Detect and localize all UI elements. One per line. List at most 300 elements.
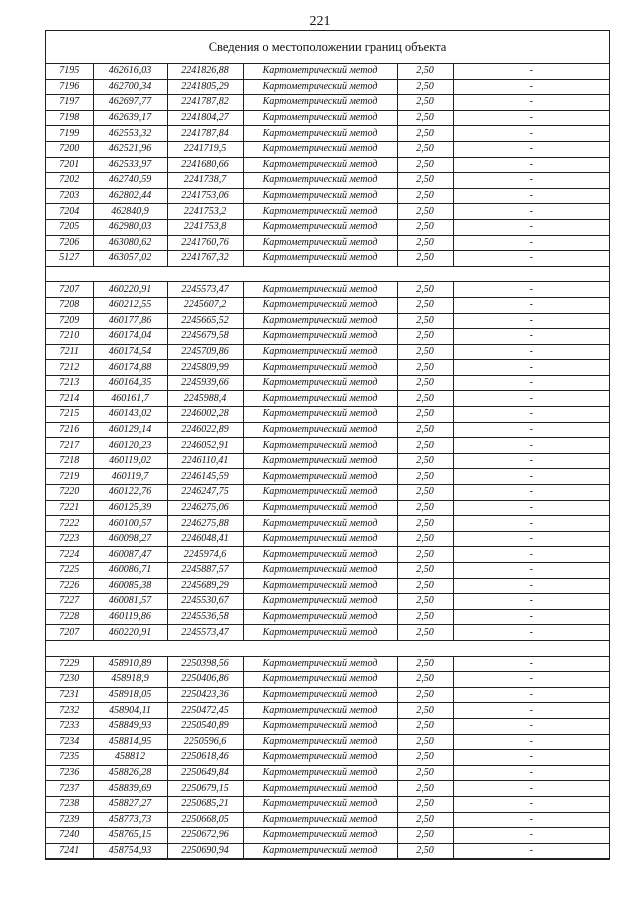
accuracy-cell: 2,50 bbox=[397, 578, 453, 594]
description-cell: - bbox=[453, 500, 609, 516]
description-cell: - bbox=[453, 531, 609, 547]
table-row bbox=[46, 282, 609, 298]
description-cell: - bbox=[453, 672, 609, 688]
point-number: 7227 bbox=[46, 594, 93, 610]
accuracy-cell: 2,50 bbox=[397, 469, 453, 485]
point-number: 7240 bbox=[46, 828, 93, 844]
description-cell: - bbox=[453, 563, 609, 579]
point-number: 7231 bbox=[46, 687, 93, 703]
x-coordinate: 460119,86 bbox=[93, 609, 167, 625]
method-cell: Картометрический метод bbox=[243, 828, 397, 844]
accuracy-cell: 2,50 bbox=[397, 765, 453, 781]
method-cell: Картометрический метод bbox=[243, 781, 397, 797]
table-row bbox=[46, 594, 609, 610]
method-cell: Картометрический метод bbox=[243, 734, 397, 750]
description-cell: - bbox=[453, 188, 609, 204]
table-row bbox=[46, 703, 609, 719]
description-cell: - bbox=[453, 297, 609, 313]
x-coordinate: 460087,47 bbox=[93, 547, 167, 563]
accuracy-cell: 2,50 bbox=[397, 796, 453, 812]
method-cell: Картометрический метод bbox=[243, 79, 397, 95]
y-coordinate: 2246110,41 bbox=[167, 453, 243, 469]
separator-cell bbox=[46, 640, 609, 656]
point-number: 7203 bbox=[46, 188, 93, 204]
x-coordinate: 460164,35 bbox=[93, 375, 167, 391]
x-coordinate: 458773,73 bbox=[93, 812, 167, 828]
description-cell: - bbox=[453, 391, 609, 407]
coordinates-table-body bbox=[46, 64, 609, 859]
method-cell: Картометрический метод bbox=[243, 329, 397, 345]
y-coordinate: 2241787,82 bbox=[167, 95, 243, 111]
accuracy-cell: 2,50 bbox=[397, 188, 453, 204]
description-cell: - bbox=[453, 95, 609, 111]
table-row bbox=[46, 141, 609, 157]
point-number: 7204 bbox=[46, 204, 93, 220]
x-coordinate: 462980,03 bbox=[93, 219, 167, 235]
accuracy-cell: 2,50 bbox=[397, 547, 453, 563]
x-coordinate: 460174,54 bbox=[93, 344, 167, 360]
x-coordinate: 460098,27 bbox=[93, 531, 167, 547]
method-cell: Картометрический метод bbox=[243, 672, 397, 688]
description-cell: - bbox=[453, 828, 609, 844]
method-cell: Картометрический метод bbox=[243, 251, 397, 267]
coordinates-table bbox=[46, 64, 609, 859]
description-cell: - bbox=[453, 703, 609, 719]
accuracy-cell: 2,50 bbox=[397, 687, 453, 703]
method-cell: Картометрический метод bbox=[243, 469, 397, 485]
description-cell: - bbox=[453, 796, 609, 812]
table-row bbox=[46, 718, 609, 734]
accuracy-cell: 2,50 bbox=[397, 656, 453, 672]
accuracy-cell: 2,50 bbox=[397, 485, 453, 501]
y-coordinate: 2246275,06 bbox=[167, 500, 243, 516]
point-number: 5127 bbox=[46, 251, 93, 267]
table-row bbox=[46, 563, 609, 579]
accuracy-cell: 2,50 bbox=[397, 563, 453, 579]
table-row bbox=[46, 531, 609, 547]
x-coordinate: 460119,02 bbox=[93, 453, 167, 469]
table-row bbox=[46, 64, 609, 79]
accuracy-cell: 2,50 bbox=[397, 781, 453, 797]
point-number: 7210 bbox=[46, 329, 93, 345]
y-coordinate: 2245573,47 bbox=[167, 282, 243, 298]
description-cell: - bbox=[453, 781, 609, 797]
accuracy-cell: 2,50 bbox=[397, 422, 453, 438]
point-number: 7201 bbox=[46, 157, 93, 173]
x-coordinate: 460174,88 bbox=[93, 360, 167, 376]
point-number: 7205 bbox=[46, 219, 93, 235]
accuracy-cell: 2,50 bbox=[397, 516, 453, 532]
point-number: 7230 bbox=[46, 672, 93, 688]
point-number: 7198 bbox=[46, 110, 93, 126]
y-coordinate: 2245689,29 bbox=[167, 578, 243, 594]
accuracy-cell: 2,50 bbox=[397, 375, 453, 391]
table-row bbox=[46, 126, 609, 142]
accuracy-cell: 2,50 bbox=[397, 297, 453, 313]
description-cell: - bbox=[453, 516, 609, 532]
table-row bbox=[46, 344, 609, 360]
y-coordinate: 2250540,89 bbox=[167, 718, 243, 734]
point-number: 7197 bbox=[46, 95, 93, 111]
point-number: 7241 bbox=[46, 843, 93, 859]
description-cell: - bbox=[453, 79, 609, 95]
accuracy-cell: 2,50 bbox=[397, 500, 453, 516]
accuracy-cell: 2,50 bbox=[397, 360, 453, 376]
table-row bbox=[46, 672, 609, 688]
x-coordinate: 460174,04 bbox=[93, 329, 167, 345]
point-number: 7196 bbox=[46, 79, 93, 95]
description-cell: - bbox=[453, 578, 609, 594]
method-cell: Картометрический метод bbox=[243, 843, 397, 859]
description-cell: - bbox=[453, 64, 609, 79]
y-coordinate: 2250672,96 bbox=[167, 828, 243, 844]
method-cell: Картометрический метод bbox=[243, 422, 397, 438]
description-cell: - bbox=[453, 843, 609, 859]
method-cell: Картометрический метод bbox=[243, 360, 397, 376]
point-number: 7208 bbox=[46, 297, 93, 313]
method-cell: Картометрический метод bbox=[243, 141, 397, 157]
method-cell: Картометрический метод bbox=[243, 219, 397, 235]
point-number: 7228 bbox=[46, 609, 93, 625]
accuracy-cell: 2,50 bbox=[397, 750, 453, 766]
x-coordinate: 460086,71 bbox=[93, 563, 167, 579]
accuracy-cell: 2,50 bbox=[397, 329, 453, 345]
method-cell: Картометрический метод bbox=[243, 531, 397, 547]
point-number: 7236 bbox=[46, 765, 93, 781]
point-number: 7219 bbox=[46, 469, 93, 485]
description-cell: - bbox=[453, 609, 609, 625]
point-number: 7206 bbox=[46, 235, 93, 251]
y-coordinate: 2246022,89 bbox=[167, 422, 243, 438]
point-number: 7239 bbox=[46, 812, 93, 828]
x-coordinate: 462840,9 bbox=[93, 204, 167, 220]
method-cell: Картометрический метод bbox=[243, 391, 397, 407]
x-coordinate: 460081,57 bbox=[93, 594, 167, 610]
y-coordinate: 2250596,6 bbox=[167, 734, 243, 750]
group-separator-row bbox=[46, 266, 609, 282]
point-number: 7207 bbox=[46, 282, 93, 298]
description-cell: - bbox=[453, 282, 609, 298]
description-cell: - bbox=[453, 765, 609, 781]
y-coordinate: 2241760,76 bbox=[167, 235, 243, 251]
description-cell: - bbox=[453, 251, 609, 267]
method-cell: Картометрический метод bbox=[243, 547, 397, 563]
point-number: 7195 bbox=[46, 64, 93, 79]
table-row bbox=[46, 157, 609, 173]
method-cell: Картометрический метод bbox=[243, 173, 397, 189]
x-coordinate: 460177,86 bbox=[93, 313, 167, 329]
y-coordinate: 2241767,32 bbox=[167, 251, 243, 267]
point-number: 7226 bbox=[46, 578, 93, 594]
point-number: 7232 bbox=[46, 703, 93, 719]
y-coordinate: 2241719,5 bbox=[167, 141, 243, 157]
accuracy-cell: 2,50 bbox=[397, 95, 453, 111]
description-cell: - bbox=[453, 204, 609, 220]
x-coordinate: 460220,91 bbox=[93, 625, 167, 641]
description-cell: - bbox=[453, 407, 609, 423]
method-cell: Картометрический метод bbox=[243, 375, 397, 391]
x-coordinate: 460085,38 bbox=[93, 578, 167, 594]
y-coordinate: 2250618,46 bbox=[167, 750, 243, 766]
table-row bbox=[46, 173, 609, 189]
y-coordinate: 2245809,99 bbox=[167, 360, 243, 376]
point-number: 7233 bbox=[46, 718, 93, 734]
x-coordinate: 458812 bbox=[93, 750, 167, 766]
description-cell: - bbox=[453, 812, 609, 828]
x-coordinate: 458814,95 bbox=[93, 734, 167, 750]
y-coordinate: 2250406,86 bbox=[167, 672, 243, 688]
y-coordinate: 2245536,58 bbox=[167, 609, 243, 625]
method-cell: Картометрический метод bbox=[243, 485, 397, 501]
point-number: 7221 bbox=[46, 500, 93, 516]
accuracy-cell: 2,50 bbox=[397, 812, 453, 828]
y-coordinate: 2246247,75 bbox=[167, 485, 243, 501]
point-number: 7207 bbox=[46, 625, 93, 641]
x-coordinate: 460220,91 bbox=[93, 282, 167, 298]
x-coordinate: 458765,15 bbox=[93, 828, 167, 844]
y-coordinate: 2250423,36 bbox=[167, 687, 243, 703]
table-row bbox=[46, 251, 609, 267]
y-coordinate: 2245939,66 bbox=[167, 375, 243, 391]
table-row bbox=[46, 95, 609, 111]
description-cell: - bbox=[453, 219, 609, 235]
description-cell: - bbox=[453, 422, 609, 438]
x-coordinate: 462700,34 bbox=[93, 79, 167, 95]
y-coordinate: 2250690,94 bbox=[167, 843, 243, 859]
point-number: 7229 bbox=[46, 656, 93, 672]
method-cell: Картометрический метод bbox=[243, 578, 397, 594]
table-row bbox=[46, 750, 609, 766]
table-row bbox=[46, 79, 609, 95]
table-row bbox=[46, 235, 609, 251]
y-coordinate: 2241804,27 bbox=[167, 110, 243, 126]
method-cell: Картометрический метод bbox=[243, 344, 397, 360]
description-cell: - bbox=[453, 329, 609, 345]
accuracy-cell: 2,50 bbox=[397, 79, 453, 95]
y-coordinate: 2246275,88 bbox=[167, 516, 243, 532]
description-cell: - bbox=[453, 313, 609, 329]
accuracy-cell: 2,50 bbox=[397, 64, 453, 79]
y-coordinate: 2245573,47 bbox=[167, 625, 243, 641]
point-number: 7225 bbox=[46, 563, 93, 579]
y-coordinate: 2241787,84 bbox=[167, 126, 243, 142]
page-number: 221 bbox=[309, 14, 331, 29]
y-coordinate: 2245988,4 bbox=[167, 391, 243, 407]
description-cell: - bbox=[453, 126, 609, 142]
method-cell: Картометрический метод bbox=[243, 687, 397, 703]
x-coordinate: 458826,28 bbox=[93, 765, 167, 781]
x-coordinate: 460120,23 bbox=[93, 438, 167, 454]
table-row bbox=[46, 188, 609, 204]
x-coordinate: 460125,39 bbox=[93, 500, 167, 516]
table-row bbox=[46, 843, 609, 859]
table-row bbox=[46, 609, 609, 625]
accuracy-cell: 2,50 bbox=[397, 625, 453, 641]
method-cell: Картометрический метод bbox=[243, 625, 397, 641]
point-number: 7218 bbox=[46, 453, 93, 469]
table-row bbox=[46, 500, 609, 516]
table-row bbox=[46, 422, 609, 438]
point-number: 7212 bbox=[46, 360, 93, 376]
table-row bbox=[46, 110, 609, 126]
accuracy-cell: 2,50 bbox=[397, 173, 453, 189]
x-coordinate: 462697,77 bbox=[93, 95, 167, 111]
accuracy-cell: 2,50 bbox=[397, 407, 453, 423]
accuracy-cell: 2,50 bbox=[397, 141, 453, 157]
table-row bbox=[46, 219, 609, 235]
point-number: 7213 bbox=[46, 375, 93, 391]
y-coordinate: 2245607,2 bbox=[167, 297, 243, 313]
description-cell: - bbox=[453, 485, 609, 501]
accuracy-cell: 2,50 bbox=[397, 531, 453, 547]
accuracy-cell: 2,50 bbox=[397, 672, 453, 688]
x-coordinate: 460122,76 bbox=[93, 485, 167, 501]
description-cell: - bbox=[453, 687, 609, 703]
x-coordinate: 462616,03 bbox=[93, 64, 167, 79]
description-cell: - bbox=[453, 734, 609, 750]
table-row bbox=[46, 796, 609, 812]
table-row bbox=[46, 547, 609, 563]
description-cell: - bbox=[453, 594, 609, 610]
method-cell: Картометрический метод bbox=[243, 500, 397, 516]
x-coordinate: 460119,7 bbox=[93, 469, 167, 485]
accuracy-cell: 2,50 bbox=[397, 204, 453, 220]
table-row bbox=[46, 516, 609, 532]
method-cell: Картометрический метод bbox=[243, 609, 397, 625]
accuracy-cell: 2,50 bbox=[397, 594, 453, 610]
y-coordinate: 2246048,41 bbox=[167, 531, 243, 547]
y-coordinate: 2245974,6 bbox=[167, 547, 243, 563]
method-cell: Картометрический метод bbox=[243, 235, 397, 251]
point-number: 7199 bbox=[46, 126, 93, 142]
method-cell: Картометрический метод bbox=[243, 297, 397, 313]
y-coordinate: 2245679,58 bbox=[167, 329, 243, 345]
x-coordinate: 463057,02 bbox=[93, 251, 167, 267]
description-cell: - bbox=[453, 235, 609, 251]
point-number: 7235 bbox=[46, 750, 93, 766]
description-cell: - bbox=[453, 173, 609, 189]
x-coordinate: 462521,96 bbox=[93, 141, 167, 157]
accuracy-cell: 2,50 bbox=[397, 453, 453, 469]
table-row bbox=[46, 313, 609, 329]
description-cell: - bbox=[453, 157, 609, 173]
method-cell: Картометрический метод bbox=[243, 282, 397, 298]
accuracy-cell: 2,50 bbox=[397, 126, 453, 142]
description-cell: - bbox=[453, 718, 609, 734]
method-cell: Картометрический метод bbox=[243, 126, 397, 142]
x-coordinate: 458904,11 bbox=[93, 703, 167, 719]
x-coordinate: 458918,9 bbox=[93, 672, 167, 688]
table-row bbox=[46, 329, 609, 345]
method-cell: Картометрический метод bbox=[243, 110, 397, 126]
x-coordinate: 463080,62 bbox=[93, 235, 167, 251]
accuracy-cell: 2,50 bbox=[397, 438, 453, 454]
accuracy-cell: 2,50 bbox=[397, 391, 453, 407]
x-coordinate: 462740,59 bbox=[93, 173, 167, 189]
x-coordinate: 462553,32 bbox=[93, 126, 167, 142]
x-coordinate: 460161,7 bbox=[93, 391, 167, 407]
method-cell: Картометрический метод bbox=[243, 204, 397, 220]
point-number: 7224 bbox=[46, 547, 93, 563]
description-cell: - bbox=[453, 375, 609, 391]
accuracy-cell: 2,50 bbox=[397, 313, 453, 329]
point-number: 7223 bbox=[46, 531, 93, 547]
y-coordinate: 2245665,52 bbox=[167, 313, 243, 329]
method-cell: Картометрический метод bbox=[243, 594, 397, 610]
table-row bbox=[46, 453, 609, 469]
table-row bbox=[46, 687, 609, 703]
table-row bbox=[46, 438, 609, 454]
x-coordinate: 462533,97 bbox=[93, 157, 167, 173]
table-row bbox=[46, 297, 609, 313]
point-number: 7214 bbox=[46, 391, 93, 407]
table-row bbox=[46, 407, 609, 423]
x-coordinate: 458918,05 bbox=[93, 687, 167, 703]
description-cell: - bbox=[453, 110, 609, 126]
method-cell: Картометрический метод bbox=[243, 718, 397, 734]
description-cell: - bbox=[453, 547, 609, 563]
method-cell: Картометрический метод bbox=[243, 765, 397, 781]
method-cell: Картометрический метод bbox=[243, 656, 397, 672]
accuracy-cell: 2,50 bbox=[397, 282, 453, 298]
y-coordinate: 2250679,15 bbox=[167, 781, 243, 797]
separator-cell bbox=[46, 266, 609, 282]
y-coordinate: 2250472,45 bbox=[167, 703, 243, 719]
method-cell: Картометрический метод bbox=[243, 453, 397, 469]
table-row bbox=[46, 828, 609, 844]
y-coordinate: 2246002,28 bbox=[167, 407, 243, 423]
method-cell: Картометрический метод bbox=[243, 812, 397, 828]
description-cell: - bbox=[453, 344, 609, 360]
point-number: 7217 bbox=[46, 438, 93, 454]
x-coordinate: 458754,93 bbox=[93, 843, 167, 859]
accuracy-cell: 2,50 bbox=[397, 718, 453, 734]
x-coordinate: 458849,93 bbox=[93, 718, 167, 734]
x-coordinate: 460129,14 bbox=[93, 422, 167, 438]
y-coordinate: 2250685,21 bbox=[167, 796, 243, 812]
table-row bbox=[46, 375, 609, 391]
accuracy-cell: 2,50 bbox=[397, 344, 453, 360]
y-coordinate: 2241826,88 bbox=[167, 64, 243, 79]
description-cell: - bbox=[453, 469, 609, 485]
y-coordinate: 2250668,05 bbox=[167, 812, 243, 828]
x-coordinate: 462639,17 bbox=[93, 110, 167, 126]
table-row bbox=[46, 812, 609, 828]
x-coordinate: 460100,57 bbox=[93, 516, 167, 532]
accuracy-cell: 2,50 bbox=[397, 110, 453, 126]
y-coordinate: 2246052,91 bbox=[167, 438, 243, 454]
y-coordinate: 2241753,06 bbox=[167, 188, 243, 204]
y-coordinate: 2241805,29 bbox=[167, 79, 243, 95]
point-number: 7220 bbox=[46, 485, 93, 501]
description-cell: - bbox=[453, 360, 609, 376]
coordinates-sheet bbox=[45, 30, 610, 860]
method-cell: Картометрический метод bbox=[243, 95, 397, 111]
point-number: 7222 bbox=[46, 516, 93, 532]
accuracy-cell: 2,50 bbox=[397, 157, 453, 173]
method-cell: Картометрический метод bbox=[243, 438, 397, 454]
table-row bbox=[46, 765, 609, 781]
x-coordinate: 460212,55 bbox=[93, 297, 167, 313]
accuracy-cell: 2,50 bbox=[397, 609, 453, 625]
accuracy-cell: 2,50 bbox=[397, 251, 453, 267]
description-cell: - bbox=[453, 625, 609, 641]
x-coordinate: 462802,44 bbox=[93, 188, 167, 204]
y-coordinate: 2241753,2 bbox=[167, 204, 243, 220]
accuracy-cell: 2,50 bbox=[397, 734, 453, 750]
table-row bbox=[46, 625, 609, 641]
description-cell: - bbox=[453, 141, 609, 157]
